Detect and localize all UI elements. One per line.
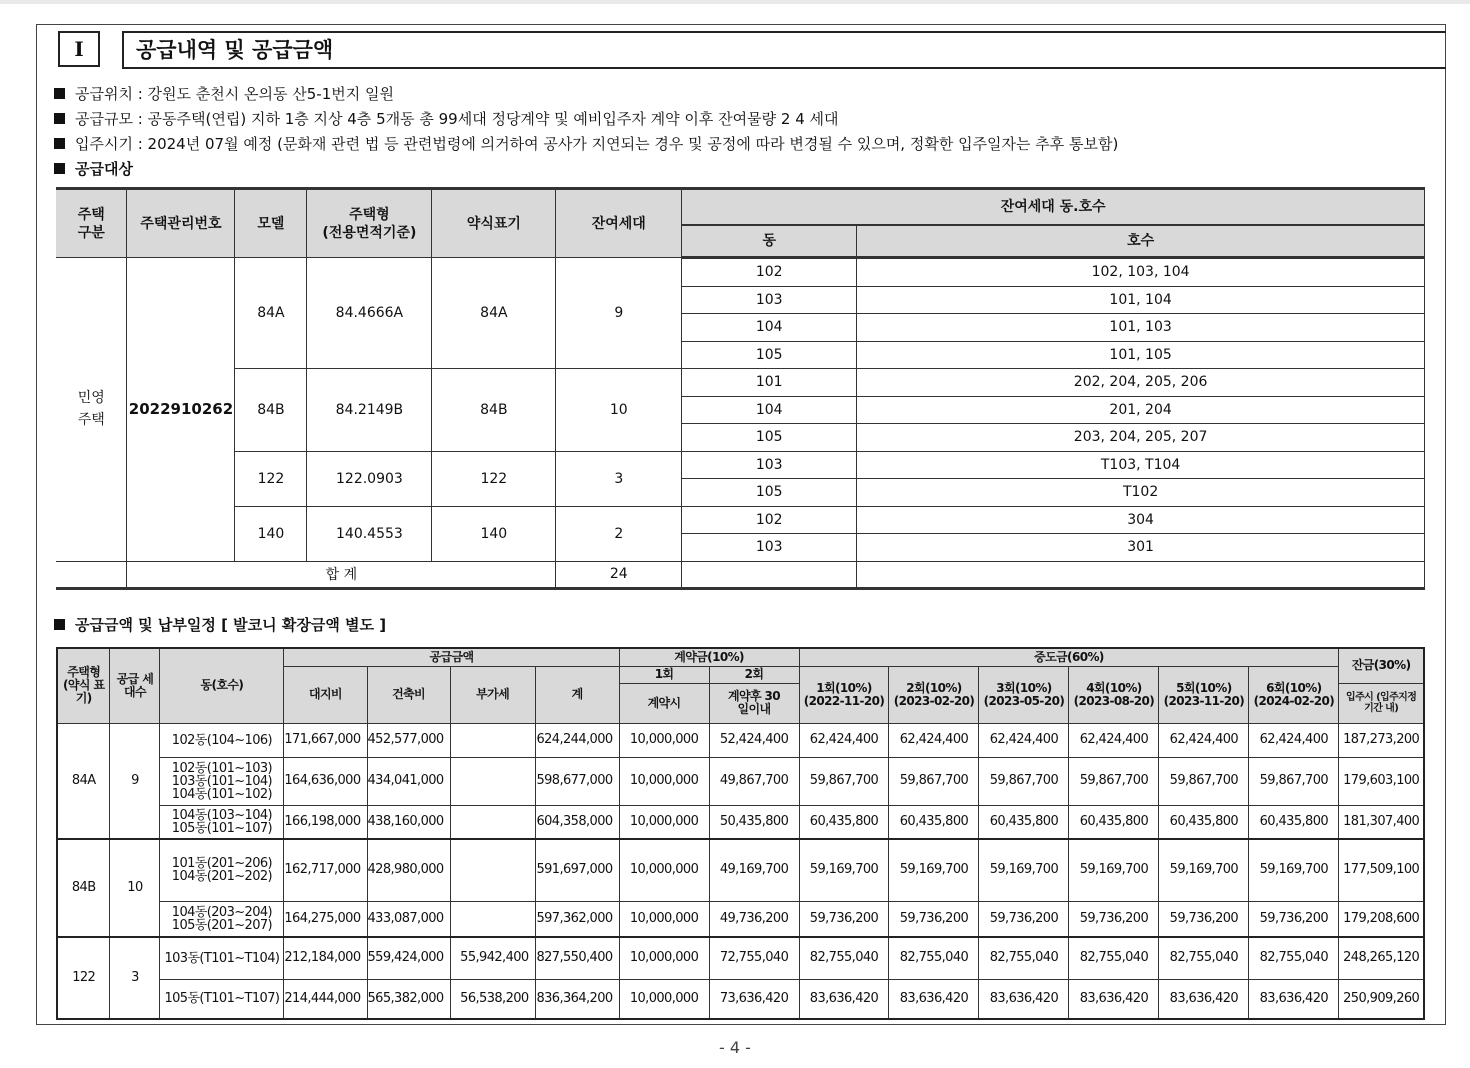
price-row [57,839,1424,901]
sum-cell: 827,550,400 [535,937,619,979]
total-label: 합 계 [127,561,556,588]
middle-cell: 83,636,420 [1249,979,1339,1019]
dong-cell: 105 [682,424,857,452]
price-row [57,723,1424,757]
middle-cell: 59,169,700 [1069,839,1159,901]
middle-cell: 62,424,400 [979,723,1069,757]
middle-cell: 59,736,200 [799,901,889,937]
bullet-scale [54,109,838,129]
balance-cell: 187,273,200 [1339,723,1424,757]
remain-cell: 3 [556,451,682,506]
blank-cell [857,561,1425,588]
col-size: 주택형 (전용면적기준) [307,189,432,258]
col-ho: 호수 [857,225,1425,258]
middle-cell: 62,424,400 [1249,723,1339,757]
col-units: 공급 세대수 [110,648,160,723]
bullet-square-icon [54,88,65,99]
sum-cell: 836,364,200 [535,979,619,1019]
dongho-cell [160,839,284,901]
col-m1: 1회(10%) (2022-11-20) [799,666,889,723]
units-cell: 9 [110,723,160,839]
contract2-cell: 52,424,400 [709,723,799,757]
build-cell: 452,577,000 [367,723,450,757]
middle-cell: 59,736,200 [889,901,979,937]
bullet-movein [54,134,1118,154]
ho-cell: 203, 204, 205, 207 [857,424,1425,452]
units-cell: 3 [110,937,160,1019]
build-cell: 428,980,000 [367,839,450,901]
middle-cell: 59,169,700 [1159,839,1249,901]
middle-cell: 82,755,040 [979,937,1069,979]
bullet-supply-target [54,159,133,179]
ho-cell: 102, 103, 104 [857,258,1425,287]
dong-cell: 102 [682,506,857,534]
dongho-cell [160,979,284,1019]
dongho-line: 103동(T101~T104) [164,950,280,966]
col-c1-sub: 계약시 [619,683,709,723]
dongho-cell [160,805,284,839]
type-cell: 122 [57,937,110,1019]
col-middle: 중도금(60%) [799,648,1339,666]
middle-cell: 62,424,400 [1159,723,1249,757]
land-cell: 212,184,000 [284,937,367,979]
middle-cell: 83,636,420 [889,979,979,1019]
middle-cell: 83,636,420 [799,979,889,1019]
dong-cell: 103 [682,534,857,562]
dongho-line: 105동(T101~T107) [164,991,280,1007]
land-cell: 164,275,000 [284,901,367,937]
dongho-cell [160,757,284,805]
col-balance-sub: 입주시 (입주지정기간 내) [1339,683,1424,723]
contract1-cell: 10,000,000 [619,805,709,839]
middle-cell: 59,169,700 [1249,839,1339,901]
price-row [57,937,1424,979]
ho-cell: 202, 204, 205, 206 [857,369,1425,397]
mgmt-no-cell: 2022910262 [127,258,235,562]
middle-cell: 59,169,700 [979,839,1069,901]
land-cell: 166,198,000 [284,805,367,839]
middle-cell: 59,867,700 [979,757,1069,805]
ho-cell: T102 [857,479,1425,507]
supply-target-heading: 공급대상 [75,160,133,178]
dongho-line: 102동(101~103) [171,760,273,776]
dong-cell: 104 [682,396,857,424]
middle-cell: 60,435,800 [1249,805,1339,839]
contract1-cell: 10,000,000 [619,979,709,1019]
vat-cell [450,839,535,901]
ho-cell: 304 [857,506,1425,534]
dongho-cell [160,723,284,757]
col-contract: 계약금(10%) [619,648,799,666]
price-row [57,979,1424,1019]
ho-cell: 101, 105 [857,341,1425,369]
sum-cell: 604,358,000 [535,805,619,839]
balance-cell: 250,909,260 [1339,979,1424,1019]
vat-cell: 56,538,200 [450,979,535,1019]
type-cell: 84A [57,723,110,839]
middle-cell: 59,736,200 [1159,901,1249,937]
bullet-square-icon [54,113,65,124]
contract2-cell: 49,169,700 [709,839,799,901]
vat-cell [450,757,535,805]
price-table [56,647,1425,1020]
size-cell: 140.4553 [307,506,432,561]
bullet-text: 입주시기 : 2024년 07월 예정 (문화재 관련 법 등 관련법령에 의거하여 공사가 지연되는 경우 및 공정에 따라 변경될 수 있으며, 정확한 입주일자는 추후 통보함) [75,135,1119,153]
col-remain-units: 잔여세대 동.호수 [682,189,1425,226]
abbr-cell: 140 [432,506,556,561]
col-sum: 계 [535,666,619,723]
balance-cell: 177,509,100 [1339,839,1424,901]
middle-cell: 60,435,800 [889,805,979,839]
middle-cell: 59,867,700 [1069,757,1159,805]
price-row [57,805,1424,839]
abbr-cell: 84A [432,258,556,369]
col-balance: 잔금(30%) [1339,648,1424,683]
bullet-text: 공급규모 : 공동주택(연립) 지하 1층 지상 4층 5개동 총 99세대 정당계약 및 예비입주자 계약 이후 잔여물량 2 4 세대 [75,110,839,128]
dongho-line: 105동(101~107) [171,820,273,836]
contract1-cell: 10,000,000 [619,757,709,805]
middle-cell: 59,736,200 [1069,901,1159,937]
ho-cell: 201, 204 [857,396,1425,424]
dongho-line: 102동(104~106) [171,732,273,748]
sum-cell: 598,677,000 [535,757,619,805]
col-m3: 3회(10%) (2023-05-20) [979,666,1069,723]
middle-cell: 59,867,700 [799,757,889,805]
dongho-line: 104동(101~102) [171,786,273,802]
bullet-square-icon [54,619,65,630]
house-type-cell: 민영 주택 [56,258,127,562]
contract2-cell: 49,867,700 [709,757,799,805]
col-build: 건축비 [367,666,450,723]
col-c2-sub: 계약후 30일이내 [709,683,799,723]
sum-cell: 591,697,000 [535,839,619,901]
ho-cell: 301 [857,534,1425,562]
col-m4: 4회(10%) (2023-08-20) [1069,666,1159,723]
col-vat: 부가세 [450,666,535,723]
abbr-cell: 122 [432,451,556,506]
dong-cell: 104 [682,314,857,342]
contract2-cell: 49,736,200 [709,901,799,937]
dongho-line: 101동(201~206) [171,856,273,872]
land-cell: 214,444,000 [284,979,367,1019]
contract1-cell: 10,000,000 [619,937,709,979]
contract2-cell: 50,435,800 [709,805,799,839]
total-value: 24 [556,561,682,588]
build-cell: 559,424,000 [367,937,450,979]
middle-cell: 82,755,040 [1249,937,1339,979]
col-supply-price: 공급금액 [284,648,619,666]
model-cell: 140 [235,506,307,561]
middle-cell: 59,736,200 [979,901,1069,937]
dong-cell: 103 [682,451,857,479]
middle-cell: 62,424,400 [799,723,889,757]
col-remain: 잔여세대 [556,189,682,258]
size-cell: 84.4666A [307,258,432,369]
blank-cell [56,561,127,588]
bullet-square-icon [54,138,65,149]
contract1-cell: 10,000,000 [619,901,709,937]
vat-cell [450,901,535,937]
blank-cell [682,561,857,588]
middle-cell: 60,435,800 [979,805,1069,839]
units-cell: 10 [110,839,160,937]
dong-cell: 105 [682,341,857,369]
land-cell: 171,667,000 [284,723,367,757]
middle-cell: 82,755,040 [889,937,979,979]
build-cell: 438,160,000 [367,805,450,839]
price-heading-row [54,615,386,635]
middle-cell: 59,867,700 [1159,757,1249,805]
col-house-type: 주택 구분 [56,189,127,258]
col-m2: 2회(10%) (2023-02-20) [889,666,979,723]
middle-cell: 83,636,420 [979,979,1069,1019]
middle-cell: 83,636,420 [1069,979,1159,1019]
contract2-cell: 73,636,420 [709,979,799,1019]
middle-cell: 59,867,700 [1249,757,1339,805]
col-c1: 1회 [619,666,709,683]
col-model: 모델 [235,189,307,258]
land-cell: 164,636,000 [284,757,367,805]
middle-cell: 62,424,400 [1069,723,1159,757]
middle-cell: 60,435,800 [799,805,889,839]
dongho-cell [160,937,284,979]
price-heading: 공급금액 및 납부일정 [ 발코니 확장금액 별도 ] [75,616,387,634]
dongho-line: 104동(103~104) [171,807,273,823]
sum-cell: 597,362,000 [535,901,619,937]
top-rule [0,0,1470,4]
contract1-cell: 10,000,000 [619,839,709,901]
contract1-cell: 10,000,000 [619,723,709,757]
col-land: 대지비 [284,666,367,723]
dong-cell: 102 [682,258,857,287]
dong-cell: 103 [682,286,857,314]
bullet-location [54,84,394,104]
model-cell: 122 [235,451,307,506]
vat-cell [450,723,535,757]
remain-cell: 10 [556,369,682,452]
middle-cell: 62,424,400 [889,723,979,757]
middle-cell: 59,169,700 [799,839,889,901]
price-row [57,757,1424,805]
remain-cell: 2 [556,506,682,561]
col-dong: 동 [682,225,857,258]
col-dongho: 동(호수) [160,648,284,723]
ho-cell: 101, 104 [857,286,1425,314]
col-c2: 2회 [709,666,799,683]
section-title: 공급내역 및 공급금액 [122,31,1446,69]
balance-cell: 248,265,120 [1339,937,1424,979]
bullet-square-icon [54,163,65,174]
balance-cell: 181,307,400 [1339,805,1424,839]
col-type: 주택형 (약식 표기) [57,648,110,723]
vat-cell [450,805,535,839]
bullet-text: 공급위치 : 강원도 춘천시 온의동 산5-1번지 일원 [75,85,394,103]
model-cell: 84A [235,258,307,369]
col-m6: 6회(10%) (2024-02-20) [1249,666,1339,723]
abbr-cell: 84B [432,369,556,452]
sum-cell: 624,244,000 [535,723,619,757]
remain-cell: 9 [556,258,682,369]
middle-cell: 60,435,800 [1159,805,1249,839]
balance-cell: 179,208,600 [1339,901,1424,937]
balance-cell: 179,603,100 [1339,757,1424,805]
page-number: - 4 - [719,1038,751,1057]
contract2-cell: 72,755,040 [709,937,799,979]
ho-cell: 101, 103 [857,314,1425,342]
vat-cell: 55,942,400 [450,937,535,979]
middle-cell: 83,636,420 [1159,979,1249,1019]
size-cell: 84.2149B [307,369,432,452]
middle-cell: 59,867,700 [889,757,979,805]
middle-cell: 82,755,040 [1069,937,1159,979]
col-m5: 5회(10%) (2023-11-20) [1159,666,1249,723]
model-cell: 84B [235,369,307,452]
build-cell: 434,041,000 [367,757,450,805]
build-cell: 565,382,000 [367,979,450,1019]
dongho-line: 104동(201~202) [171,869,273,885]
build-cell: 433,087,000 [367,901,450,937]
dong-cell: 105 [682,479,857,507]
supply-target-table [56,187,1425,590]
dongho-line: 104동(203~204) [171,904,273,920]
type-cell: 84B [57,839,110,937]
dongho-line: 105동(201~207) [171,917,273,933]
dongho-line: 103동(101~104) [171,773,273,789]
middle-cell: 59,736,200 [1249,901,1339,937]
section-number: I [58,31,100,67]
land-cell: 162,717,000 [284,839,367,901]
middle-cell: 82,755,040 [1159,937,1249,979]
middle-cell: 60,435,800 [1069,805,1159,839]
size-cell: 122.0903 [307,451,432,506]
middle-cell: 82,755,040 [799,937,889,979]
price-row [57,901,1424,937]
col-abbr: 약식표기 [432,189,556,258]
dongho-cell [160,901,284,937]
dong-cell: 101 [682,369,857,397]
ho-cell: T103, T104 [857,451,1425,479]
middle-cell: 59,169,700 [889,839,979,901]
col-mgmt-no: 주택관리번호 [127,189,235,258]
